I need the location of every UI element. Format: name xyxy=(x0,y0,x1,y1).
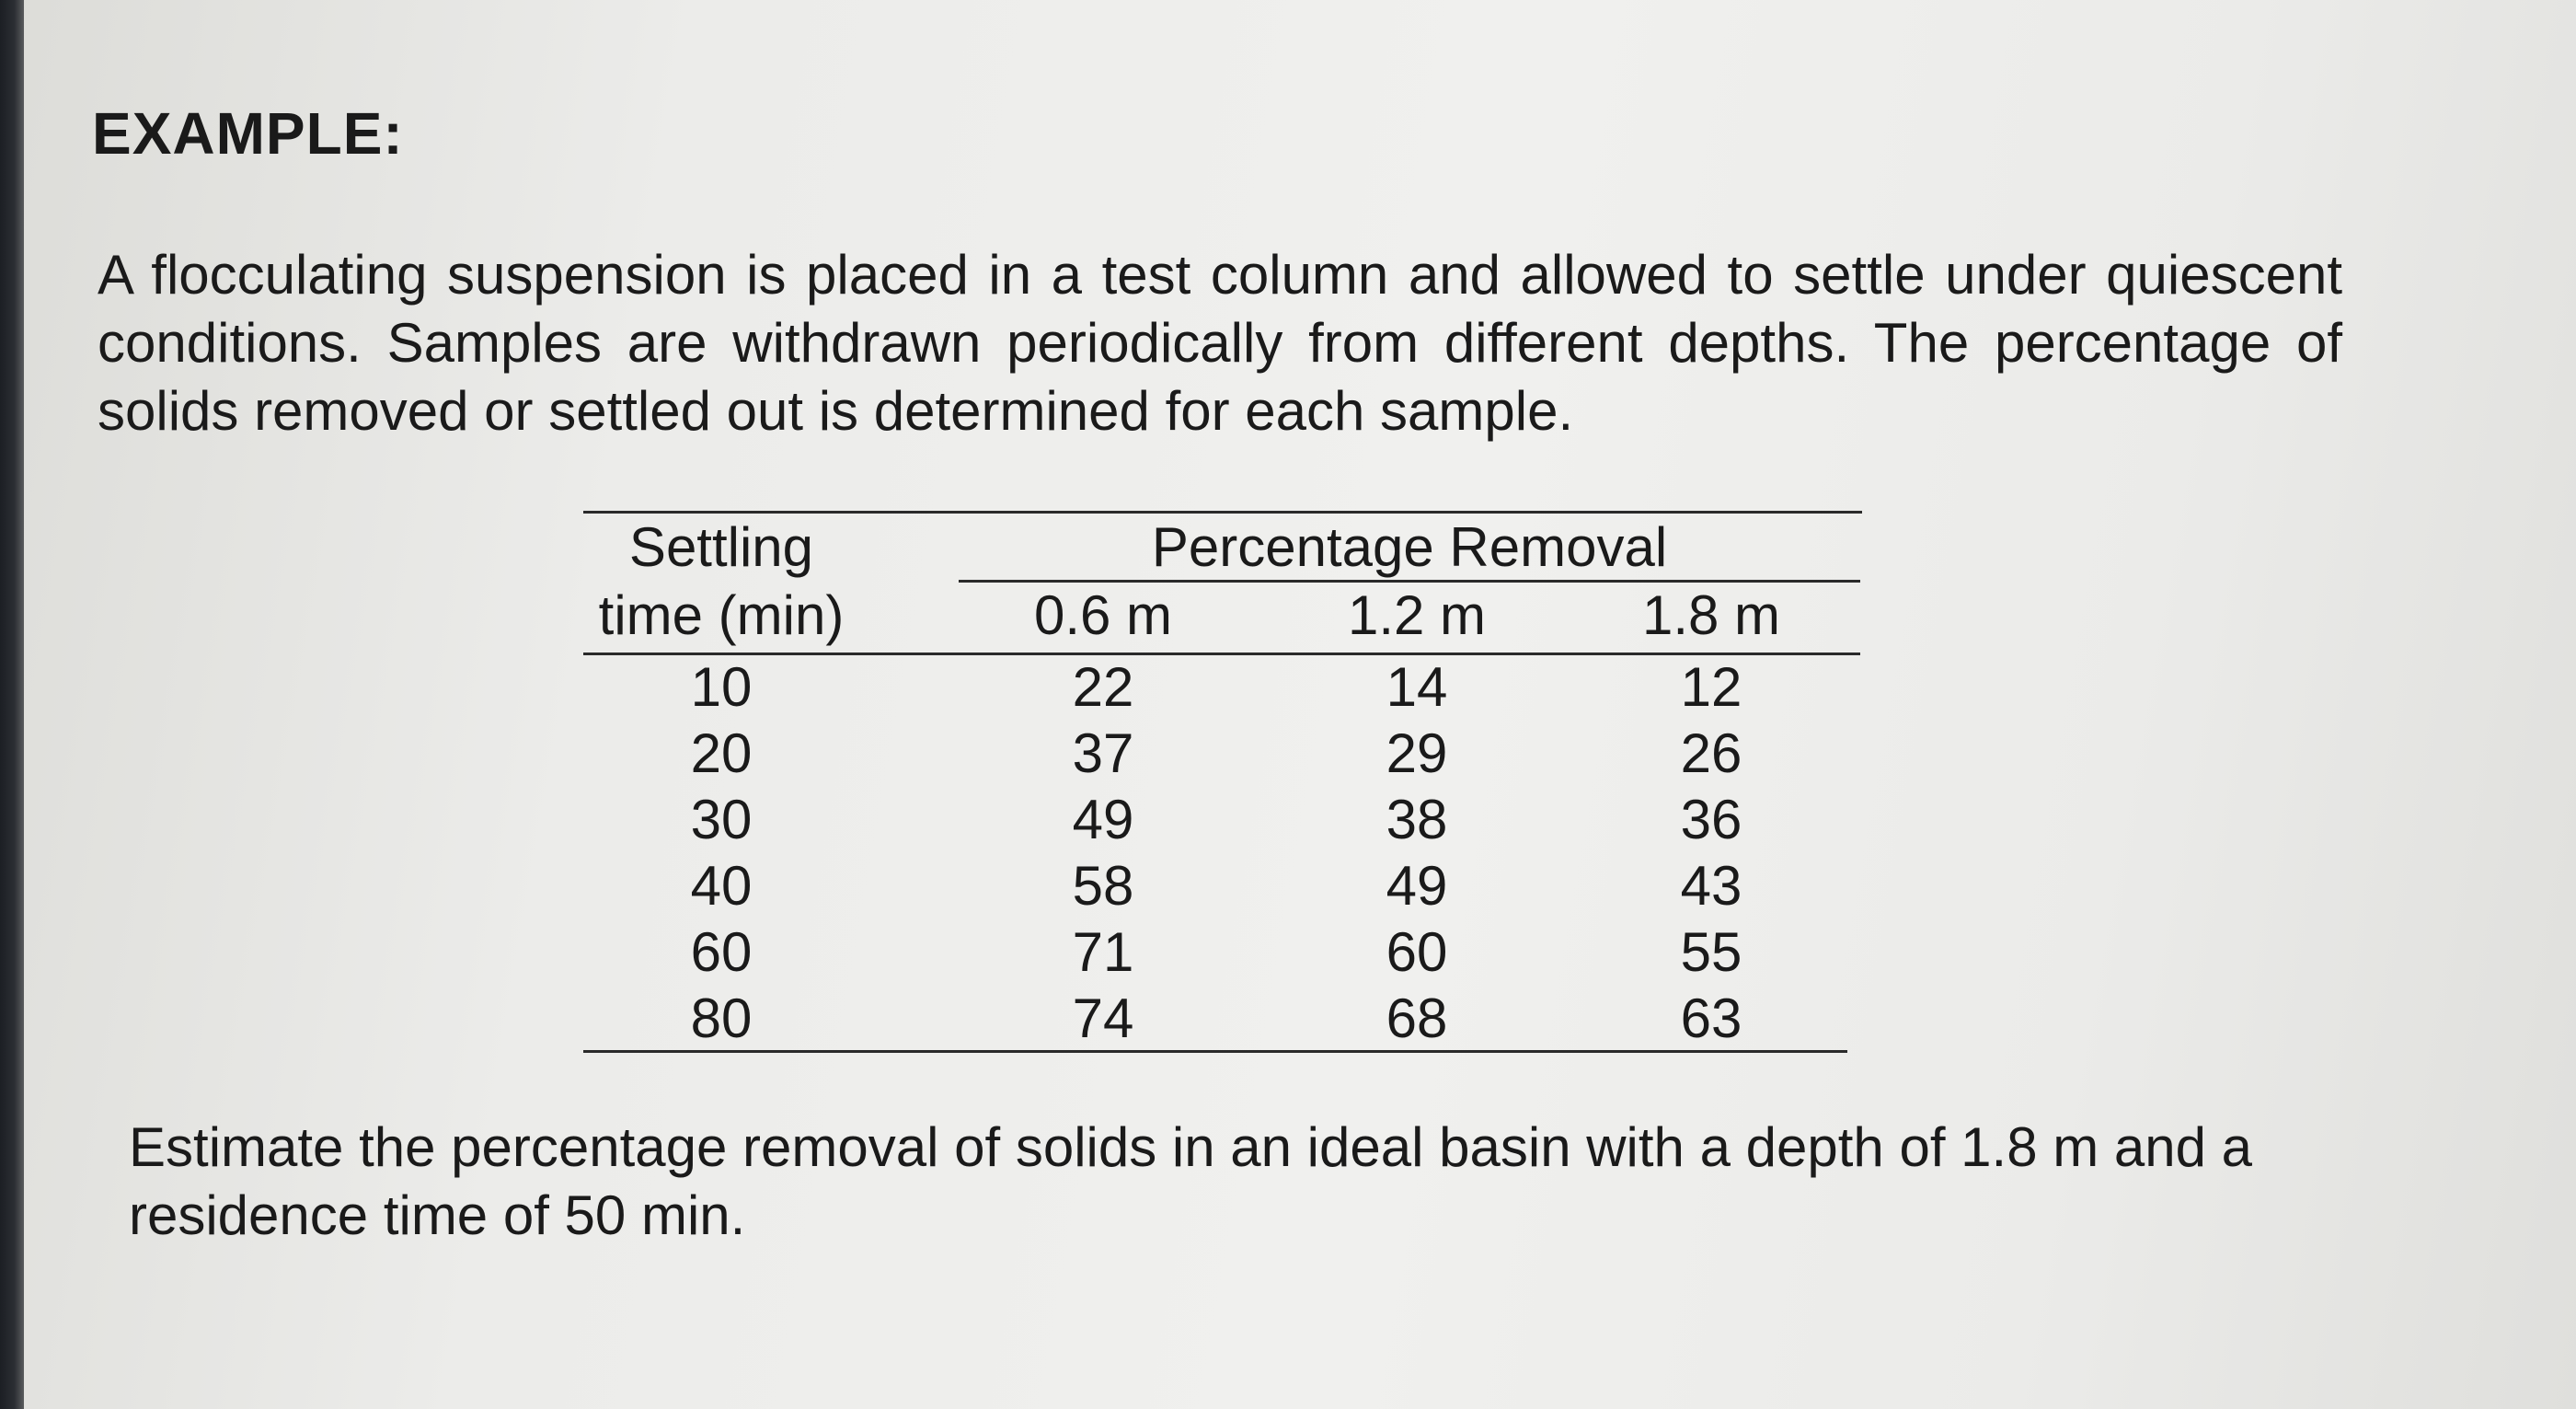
table-cell-time: 10 xyxy=(690,656,753,718)
table-cell-time: 40 xyxy=(690,855,753,917)
table-cell-value: 71 xyxy=(1072,921,1134,983)
table-cell-time: 20 xyxy=(690,722,753,784)
table-cell-value: 58 xyxy=(1072,855,1134,917)
example-heading: EXAMPLE: xyxy=(92,100,404,167)
settling-time-header-line1: Settling xyxy=(628,516,814,578)
table-cell-value: 63 xyxy=(1680,987,1742,1049)
table-cell-value: 14 xyxy=(1386,656,1448,718)
table-cell-value: 38 xyxy=(1386,789,1448,850)
settling-time-header-line2: time (min) xyxy=(598,584,845,646)
depth-header-1-8m: 1.8 m xyxy=(1641,584,1781,646)
table-cell-value: 74 xyxy=(1072,987,1134,1049)
depth-header-0-6m: 0.6 m xyxy=(1033,584,1173,646)
question-text: Estimate the percentage removal of solids in an ideal basin with a depth of 1.8 m and a residence time of 50 min. xyxy=(129,1116,2253,1246)
settling-data-table xyxy=(583,511,1862,1054)
table-cell-value: 43 xyxy=(1680,855,1742,917)
table-cell-value: 37 xyxy=(1072,722,1134,784)
table-cell-time: 60 xyxy=(690,921,753,983)
table-cell-value: 29 xyxy=(1386,722,1448,784)
table-cell-time: 30 xyxy=(690,789,753,850)
table-cell-value: 60 xyxy=(1386,921,1448,983)
table-cell-time: 80 xyxy=(690,987,753,1049)
depth-header-1-2m: 1.2 m xyxy=(1347,584,1487,646)
table-cell-value: 49 xyxy=(1072,789,1134,850)
table-cell-value: 22 xyxy=(1072,656,1134,718)
table-cell-value: 68 xyxy=(1386,987,1448,1049)
table-cell-value: 55 xyxy=(1680,921,1742,983)
percentage-removal-header: Percentage Removal xyxy=(1151,516,1668,578)
table-cell-value: 36 xyxy=(1680,789,1742,850)
problem-statement: A flocculating suspension is placed in a test column and allowed to settle under quiescent conditions. Samples are withdrawn periodically from different depths. The percentage of solids removed or settled out is determined for each sample. xyxy=(98,244,2342,442)
table-cell-value: 49 xyxy=(1386,855,1448,917)
table-cell-value: 12 xyxy=(1680,656,1742,718)
table-top-rule xyxy=(583,511,1862,514)
table-cell-value: 26 xyxy=(1680,722,1742,784)
monitor-bezel xyxy=(0,0,24,1409)
